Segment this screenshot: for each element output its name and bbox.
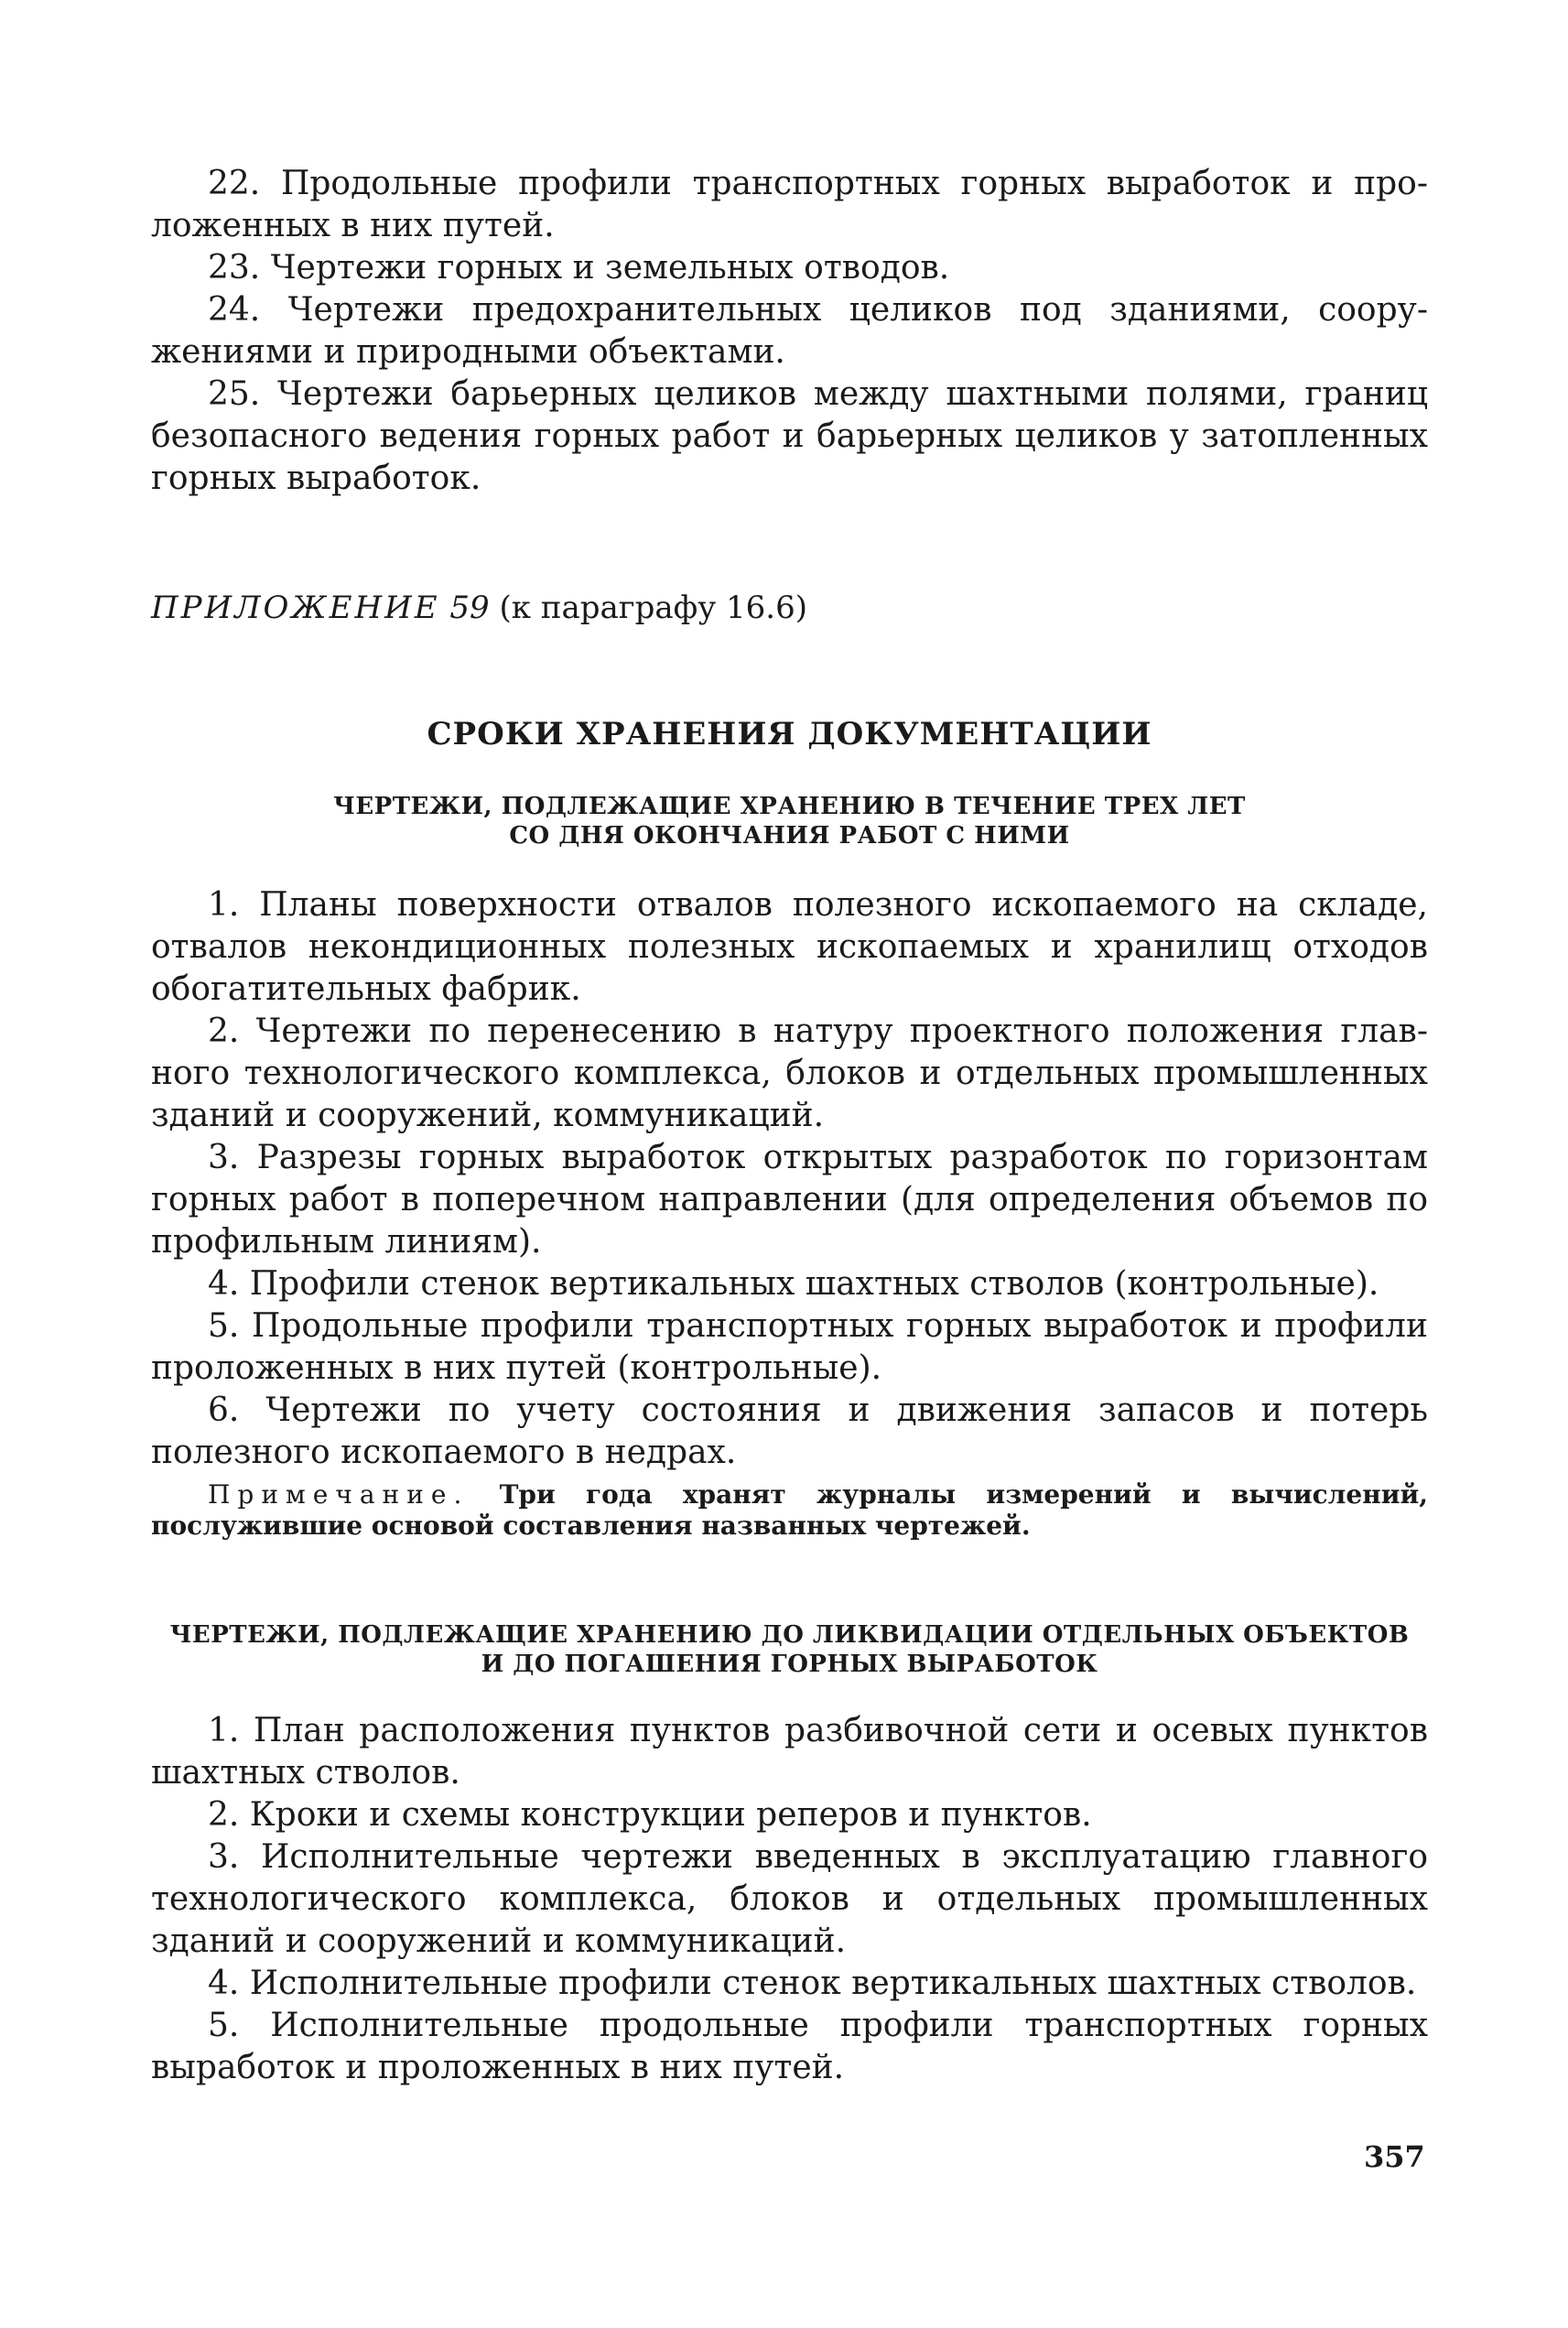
appendix-label: ПРИЛОЖЕНИЕ	[151, 590, 440, 626]
list-item: 4. Профили стенок вертикальных шахтных стволов (контрольные).	[208, 1265, 1379, 1303]
list-item: 1. План расположения пунктов разбивочной сети и осевых пунктов шахтных стволов.	[151, 1712, 1428, 1792]
list-item: 2. Кроки и схемы конструкции реперов и пунктов.	[208, 1796, 1092, 1834]
list-item: 5. Исполнительные продольные профили транспортных горных выработок и проложенных в них путей.	[151, 2007, 1428, 2086]
group2-title-line1: ЧЕРТЕЖИ, ПОДЛЕЖАЩИЕ ХРАНЕНИЮ ДО ЛИКВИДАЦИИ ОТДЕЛЬНЫХ ОБЪЕКТОВ	[169, 1621, 1410, 1649]
group1-note-block	[151, 1479, 1428, 1542]
section-title: СРОКИ ХРАНЕНИЯ ДОКУМЕНТАЦИИ	[427, 716, 1152, 753]
note-label: Примечание.	[208, 1479, 470, 1510]
list-item: 3. Исполнительные чертежи введенных в эксплуатацию главного технологического комплекса, блоков и отдельных промышленных зданий и сооружений и коммуникаций.	[151, 1838, 1428, 1960]
appendix-number: 59	[449, 590, 490, 626]
list-item: 1. Планы поверхности отвалов полезного ископаемого на складе, отвалов некондиционных полезных ископаемых и хранилищ отходов обогатительных фабрик.	[151, 886, 1428, 1008]
list-item: 22. Продольные профили транспортных горных выработок и проложенных в них путей.	[151, 165, 1428, 244]
list-item: 3. Разрезы горных выработок открытых разработок по горизонтам горных работ в поперечном направлении (для определения объемов по профильным линиям).	[151, 1139, 1428, 1261]
list-item: 6. Чертежи по учету состояния и движения запасов и потерь полезного ископаемого в недрах.	[151, 1391, 1428, 1471]
section-title-block	[151, 716, 1428, 753]
list-item: 2. Чертежи по перенесению в натуру проектного положения главного технологического комплекса, блоков и отдельных промышленных зданий и сооружений, коммуникаций.	[151, 1012, 1428, 1134]
list-item: 24. Чертежи предохранительных целиков под зданиями, сооружениями и природными объектами.	[151, 291, 1428, 371]
list-item: 5. Продольные профили транспортных горных выработок и профили проложенных в них путей (контрольные).	[151, 1307, 1428, 1387]
list-item: 4. Исполнительные профили стенок вертикальных шахтных стволов.	[208, 1965, 1417, 2002]
appendix-reference: (к параграфу 16.6)	[499, 590, 807, 626]
group1-note	[151, 1479, 1428, 1542]
appendix-heading	[151, 588, 1428, 628]
list-item: 23. Чертежи горных и земельных отводов.	[208, 249, 950, 287]
group2-title-line2: И ДО ПОГАШЕНИЯ ГОРНЫХ ВЫРАБОТОК	[481, 1651, 1098, 1678]
group1-title-line1: ЧЕРТЕЖИ, ПОДЛЕЖАЩИЕ ХРАНЕНИЮ В ТЕЧЕНИЕ ТРЕХ ЛЕТ	[333, 793, 1246, 820]
group1-title-line2: СО ДНЯ ОКОНЧАНИЯ РАБОТ С НИМИ	[509, 822, 1070, 850]
group1-items-list	[151, 884, 1428, 1474]
group1-title-block	[151, 792, 1428, 850]
group2-title-block	[151, 1620, 1428, 1679]
page-number: 357	[1364, 2139, 1425, 2174]
list-item: 25. Чертежи барьерных целиков между шахтными полями, границ безопасного ведения горных работ и барьерных целиков у затопленных горных выработок.	[151, 375, 1428, 497]
note-text: Три года хранят журналы измерений и вычислений, послужившие основой составления названных чертежей.	[151, 1479, 1428, 1541]
group2-items-list	[151, 1710, 1428, 2089]
top-items-list	[151, 163, 1428, 500]
